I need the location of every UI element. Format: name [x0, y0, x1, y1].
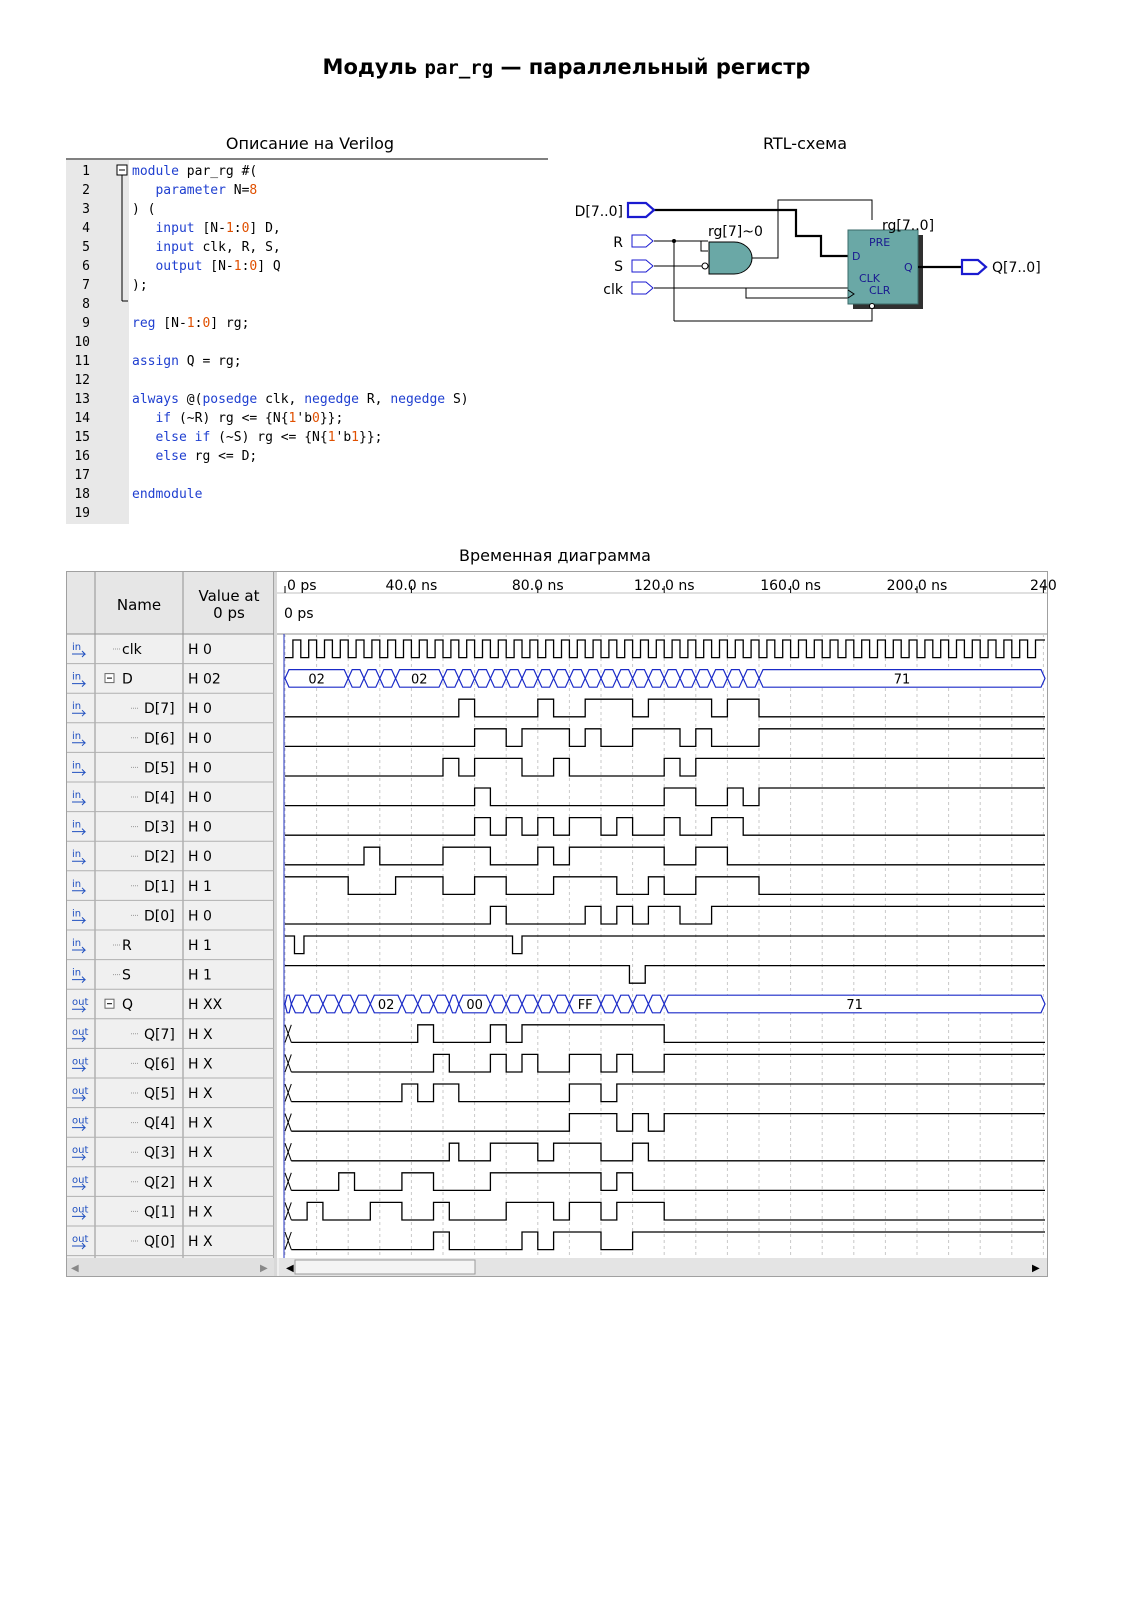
rtl-port-clk: clk: [603, 282, 623, 298]
bus-segment: [538, 670, 554, 688]
signal-value: H X: [188, 1204, 213, 1221]
time-axis-label: 240: [1030, 578, 1057, 594]
bus-value-label: 02: [411, 672, 428, 688]
waveform-window: [66, 571, 1057, 1277]
pin-q: Q: [904, 261, 913, 274]
rtl-input-ports: [628, 203, 654, 294]
signal-value: H 0: [188, 642, 212, 658]
bus-segment: [490, 995, 506, 1013]
bus-segment: [506, 670, 522, 688]
bus-segment: [633, 670, 649, 688]
value-column-header-line2[interactable]: 0 ps: [213, 604, 245, 622]
signal-name[interactable]: Q: [122, 997, 134, 1014]
line-number: 7: [82, 278, 90, 293]
bus-segment: [285, 995, 291, 1013]
title-module-name: par_rg: [424, 57, 494, 79]
bus-segment: [680, 670, 696, 688]
signal-name[interactable]: R: [122, 938, 132, 954]
line-number: 6: [82, 259, 90, 274]
line-number: 8: [82, 297, 90, 312]
code-text: else if (~S) rg <= {N{1'b1}};: [155, 430, 383, 445]
line-number: 12: [74, 373, 90, 388]
timing-caption: Временная диаграмма: [459, 546, 651, 565]
line-number: 16: [74, 449, 90, 464]
bus-segment: [538, 995, 554, 1013]
code-text: else rg <= D;: [155, 449, 258, 464]
wave-scroll-thumb[interactable]: [295, 1260, 475, 1274]
bus-segment: [418, 995, 434, 1013]
output-pin-icon: out: [72, 1234, 89, 1245]
line-number: 18: [74, 487, 90, 502]
bus-segment: [364, 670, 380, 688]
signal-value: H 02: [188, 671, 221, 688]
bus-segment: [522, 995, 538, 1013]
bus-segment: [348, 670, 364, 688]
bus-segment: [727, 670, 743, 688]
line-number: 1: [82, 164, 90, 179]
bus-segment: [443, 670, 459, 688]
bus-segment: [490, 670, 506, 688]
bus-segment: [291, 995, 307, 1013]
signal-name[interactable]: D[6]: [144, 730, 175, 747]
signal-name[interactable]: D[0]: [144, 908, 175, 925]
code-text: if (~R) rg <= {N{1'b0}};: [155, 411, 344, 426]
signal-name[interactable]: Q[7]: [144, 1026, 175, 1043]
signal-value: H 0: [188, 849, 212, 866]
input-pin-icon: in: [72, 730, 82, 742]
name-scroll-right-arrow[interactable]: ▶: [260, 1263, 268, 1274]
input-pin-icon: in: [72, 642, 82, 653]
output-pin-icon: out: [72, 1115, 89, 1127]
code-text: ) (: [132, 202, 156, 217]
time-axis-label: 200.0 ns: [886, 578, 948, 594]
time-axis: [285, 578, 1057, 594]
signal-name[interactable]: clk: [122, 642, 142, 658]
output-pin-icon: out: [72, 997, 89, 1009]
pin-pre: PRE: [869, 236, 891, 249]
bus-segment: [355, 995, 371, 1013]
waveform-canvas: [67, 572, 1057, 1276]
bus-value-label: 02: [308, 672, 325, 688]
signal-value: H XX: [188, 997, 223, 1014]
bus-segment: [664, 670, 680, 688]
code-text: always @(posedge clk, negedge R, negedge S): [132, 392, 469, 407]
bus-segment: [323, 995, 339, 1013]
line-number: 10: [74, 335, 90, 350]
output-pin-icon: out: [72, 1026, 89, 1038]
line-number: 9: [82, 316, 90, 331]
reg-label: rg[7..0]: [882, 218, 935, 234]
verilog-code-panel: [66, 158, 548, 524]
line-number: 5: [82, 240, 90, 255]
bus-segment: [712, 670, 728, 688]
line-number: 11: [74, 354, 90, 369]
bus-segment: [633, 995, 649, 1013]
signal-name[interactable]: D[1]: [144, 878, 175, 895]
signal-value: H X: [188, 1115, 213, 1132]
signal-value: H 1: [188, 878, 212, 895]
code-text: module par_rg #(: [132, 164, 258, 179]
signal-value: H 1: [188, 938, 212, 954]
line-number: 17: [74, 468, 90, 483]
line-number: 14: [74, 411, 90, 426]
input-pin-icon: in: [72, 967, 82, 979]
code-text: parameter N=8: [155, 183, 258, 198]
rtl-port-d: D[7..0]: [574, 204, 623, 220]
input-pin-icon: in: [72, 819, 82, 831]
input-pin-icon: in: [72, 701, 82, 713]
pin-d: D: [852, 250, 861, 263]
line-number: 4: [82, 221, 90, 236]
page-title: [0, 55, 1133, 79]
time-axis-label: 120.0 ns: [633, 578, 695, 594]
input-pin-icon: in: [72, 790, 82, 801]
signal-value: H 0: [188, 701, 212, 718]
bus-value-label: 02: [377, 998, 395, 1013]
rtl-port-q: Q[7..0]: [992, 260, 1041, 276]
signal-name[interactable]: D: [122, 671, 133, 688]
signal-value: H 0: [188, 908, 212, 925]
rtl-port-r: R: [613, 235, 623, 251]
bus-segment: [380, 670, 396, 688]
bus-segment: [307, 995, 323, 1013]
signal-value: H X: [188, 1174, 213, 1191]
bus-segment: [554, 670, 570, 688]
code-fold-marker: [116, 164, 132, 304]
input-pin-icon: in: [72, 938, 82, 949]
bus-value-label: 71: [893, 672, 911, 688]
bus-segment: [506, 995, 522, 1013]
code-text: output [N-1:0] Q: [155, 259, 281, 274]
bus-value-label: 00: [466, 998, 483, 1013]
cursor-time-label: 0 ps: [284, 606, 314, 622]
input-pin-icon: in: [72, 671, 82, 683]
input-pin-icon: in: [72, 849, 82, 861]
signal-value: H 0: [188, 760, 212, 777]
line-number: 2: [82, 183, 90, 198]
pin-clr: CLR: [869, 284, 891, 297]
bus-segment: [648, 995, 664, 1013]
signal-value: H X: [188, 1086, 213, 1102]
output-pin-icon: out: [72, 1056, 89, 1068]
bus-segment: [648, 670, 664, 688]
line-number: 15: [74, 430, 90, 445]
signal-value: H X: [188, 1234, 213, 1250]
name-scroll-left-arrow[interactable]: ◀: [71, 1263, 79, 1274]
bus-segment: [585, 670, 601, 688]
rtl-port-s: S: [614, 259, 623, 275]
bus-segment: [617, 670, 633, 688]
time-axis-label: 40.0 ns: [385, 578, 438, 594]
time-axis-label: 80.0 ns: [511, 578, 564, 594]
output-pin-icon: out: [72, 1174, 89, 1186]
code-text: reg [N-1:0] rg;: [132, 316, 250, 331]
code-caption: Описание на Verilog: [225, 134, 395, 153]
input-pin-icon: in: [72, 908, 82, 920]
signal-name[interactable]: Q[2]: [144, 1174, 175, 1191]
output-pin-icon: out: [72, 1086, 89, 1097]
signal-name[interactable]: Q[5]: [144, 1086, 175, 1102]
signal-value: H X: [188, 1026, 213, 1043]
bus-segment: [743, 670, 759, 688]
signal-value: H 0: [188, 730, 212, 747]
signal-name[interactable]: D[5]: [144, 760, 175, 777]
bus-value-label: FF: [577, 998, 593, 1013]
output-pin-icon: out: [72, 1204, 89, 1216]
output-pin-icon: out: [72, 1145, 89, 1157]
signal-name[interactable]: D[7]: [144, 701, 175, 718]
line-number: 3: [82, 202, 90, 217]
bus-segment: [569, 670, 585, 688]
signal-name[interactable]: Q[6]: [144, 1056, 175, 1073]
code-text: );: [132, 278, 148, 293]
bus-segment: [459, 670, 475, 688]
bus-segment: [339, 995, 355, 1013]
signal-name[interactable]: Q[4]: [144, 1115, 175, 1132]
rtl-caption: RTL-схема: [762, 134, 848, 153]
and-gate: [702, 242, 755, 274]
input-pin-icon: in: [72, 878, 82, 890]
signal-value: H X: [188, 1056, 213, 1073]
bus-segment: [617, 995, 633, 1013]
rtl-output-port: [962, 260, 986, 274]
bus-segment: [475, 670, 491, 688]
signal-value: H 1: [188, 967, 212, 984]
pin-clk: CLK: [859, 272, 881, 285]
bus-value-label: 71: [846, 998, 863, 1013]
scroll-left-arrow[interactable]: ◀: [286, 1263, 294, 1274]
name-pane-scrollbar[interactable]: [67, 1258, 274, 1276]
bus-segment: [696, 670, 712, 688]
time-axis-label: 160.0 ns: [760, 578, 821, 594]
bus-segment: [402, 995, 418, 1013]
code-text: input clk, R, S,: [155, 240, 281, 255]
signal-name[interactable]: Q[3]: [144, 1145, 175, 1162]
signal-name[interactable]: Q[0]: [144, 1234, 175, 1250]
signal-value: H 0: [188, 819, 212, 836]
line-number: 19: [74, 506, 90, 521]
title-prefix: Модуль: [322, 55, 418, 79]
rtl-schematic: [566, 190, 1056, 330]
bus-segment: [601, 670, 617, 688]
signal-value: H 0: [188, 790, 212, 806]
line-number: 13: [74, 392, 90, 407]
signal-name[interactable]: D[4]: [144, 790, 175, 806]
time-axis-label: 0 ps: [287, 578, 317, 594]
signal-value: H X: [188, 1145, 213, 1162]
signal-name[interactable]: D[3]: [144, 819, 175, 836]
code-text: input [N-1:0] D,: [155, 221, 281, 236]
value-column-header-line1[interactable]: Value at: [198, 587, 260, 605]
bus-segment: [434, 995, 450, 1013]
scroll-right-arrow[interactable]: ▶: [1032, 1263, 1040, 1274]
gate-label: rg[7]~0: [708, 224, 763, 240]
signal-name[interactable]: Q[1]: [144, 1204, 175, 1221]
title-suffix: — параллельный регистр: [500, 55, 811, 79]
code-text: endmodule: [132, 487, 203, 502]
input-pin-icon: in: [72, 760, 82, 772]
name-column-header[interactable]: Name: [116, 596, 162, 614]
bus-segment: [522, 670, 538, 688]
signal-name[interactable]: S: [122, 967, 131, 984]
bus-segment: [601, 995, 617, 1013]
signal-name[interactable]: D[2]: [144, 849, 175, 866]
bus-segment: [554, 995, 570, 1013]
code-text: assign Q = rg;: [132, 354, 242, 369]
